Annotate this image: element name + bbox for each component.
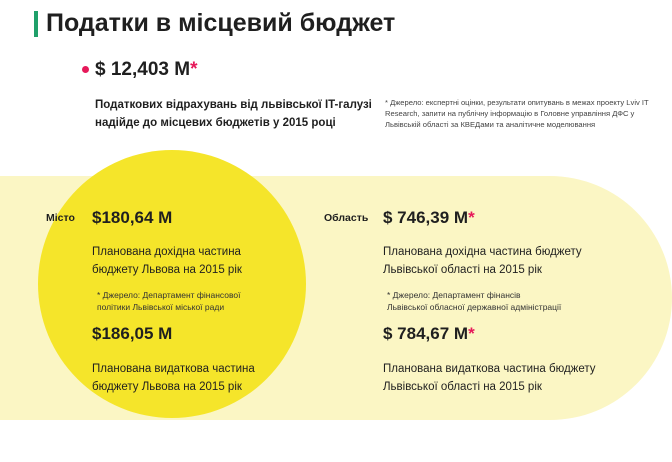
region-income-desc-line2: Львівської області на 2015 рік [383,264,542,276]
region-source-line2: Львівської обласної державної адміністрації [387,302,562,312]
region-income-star: * [468,208,475,227]
region-expense-amount [383,324,475,344]
total-tax-star: * [190,59,198,80]
region-income-desc-line1: Планована дохідна частина бюджету [383,246,582,258]
city-expense-amount: $186,05 M [92,324,173,343]
city-source-line1: * Джерело: Департамент фінансової [97,290,241,300]
city-income-desc-line2: бюджету Львова на 2015 рік [92,264,242,276]
page-title: Податки в місцевий бюджет [46,9,396,37]
region-expense-desc-line1: Планована видаткова частина бюджету [383,363,596,375]
title-accent-bar [34,11,38,37]
city-expense-desc-line1: Планована видаткова частина [92,363,255,375]
region-expense-desc-line2: Львівської області на 2015 рік [383,381,542,393]
region-expense-star: * [468,324,475,343]
city-expense-desc-line2: бюджету Львова на 2015 рік [92,381,242,393]
city-source-line2: політики Львівської міської ради [97,302,225,312]
bullet-dot-icon [82,66,89,73]
total-tax-value: $ 12,403 M [95,59,191,80]
region-income-value: $ 746,39 M [383,208,469,227]
total-tax-source: * Джерело: експертні оцінки, результати опитувань в межах проекту Lviv IT Research, запити на публічну інформацію в Головне управління ДФС у Львівській області за КВЕДами та аналітичне моделювання [385,98,649,129]
city-label: Місто [46,212,75,224]
region-source-line1: * Джерело: Департамент фінансів [387,290,521,300]
city-income-amount: $180,64 M [92,208,173,227]
region-label: Область [324,212,369,224]
total-tax-description: Податкових відрахувань від львівської IT-галузі надійде до місцевих бюджетів у 2015 році [95,99,372,129]
city-income-desc-line1: Планована дохідна частина [92,246,241,258]
region-income-amount [383,208,475,228]
region-expense-value: $ 784,67 M [383,324,469,343]
total-tax-amount [95,59,197,81]
